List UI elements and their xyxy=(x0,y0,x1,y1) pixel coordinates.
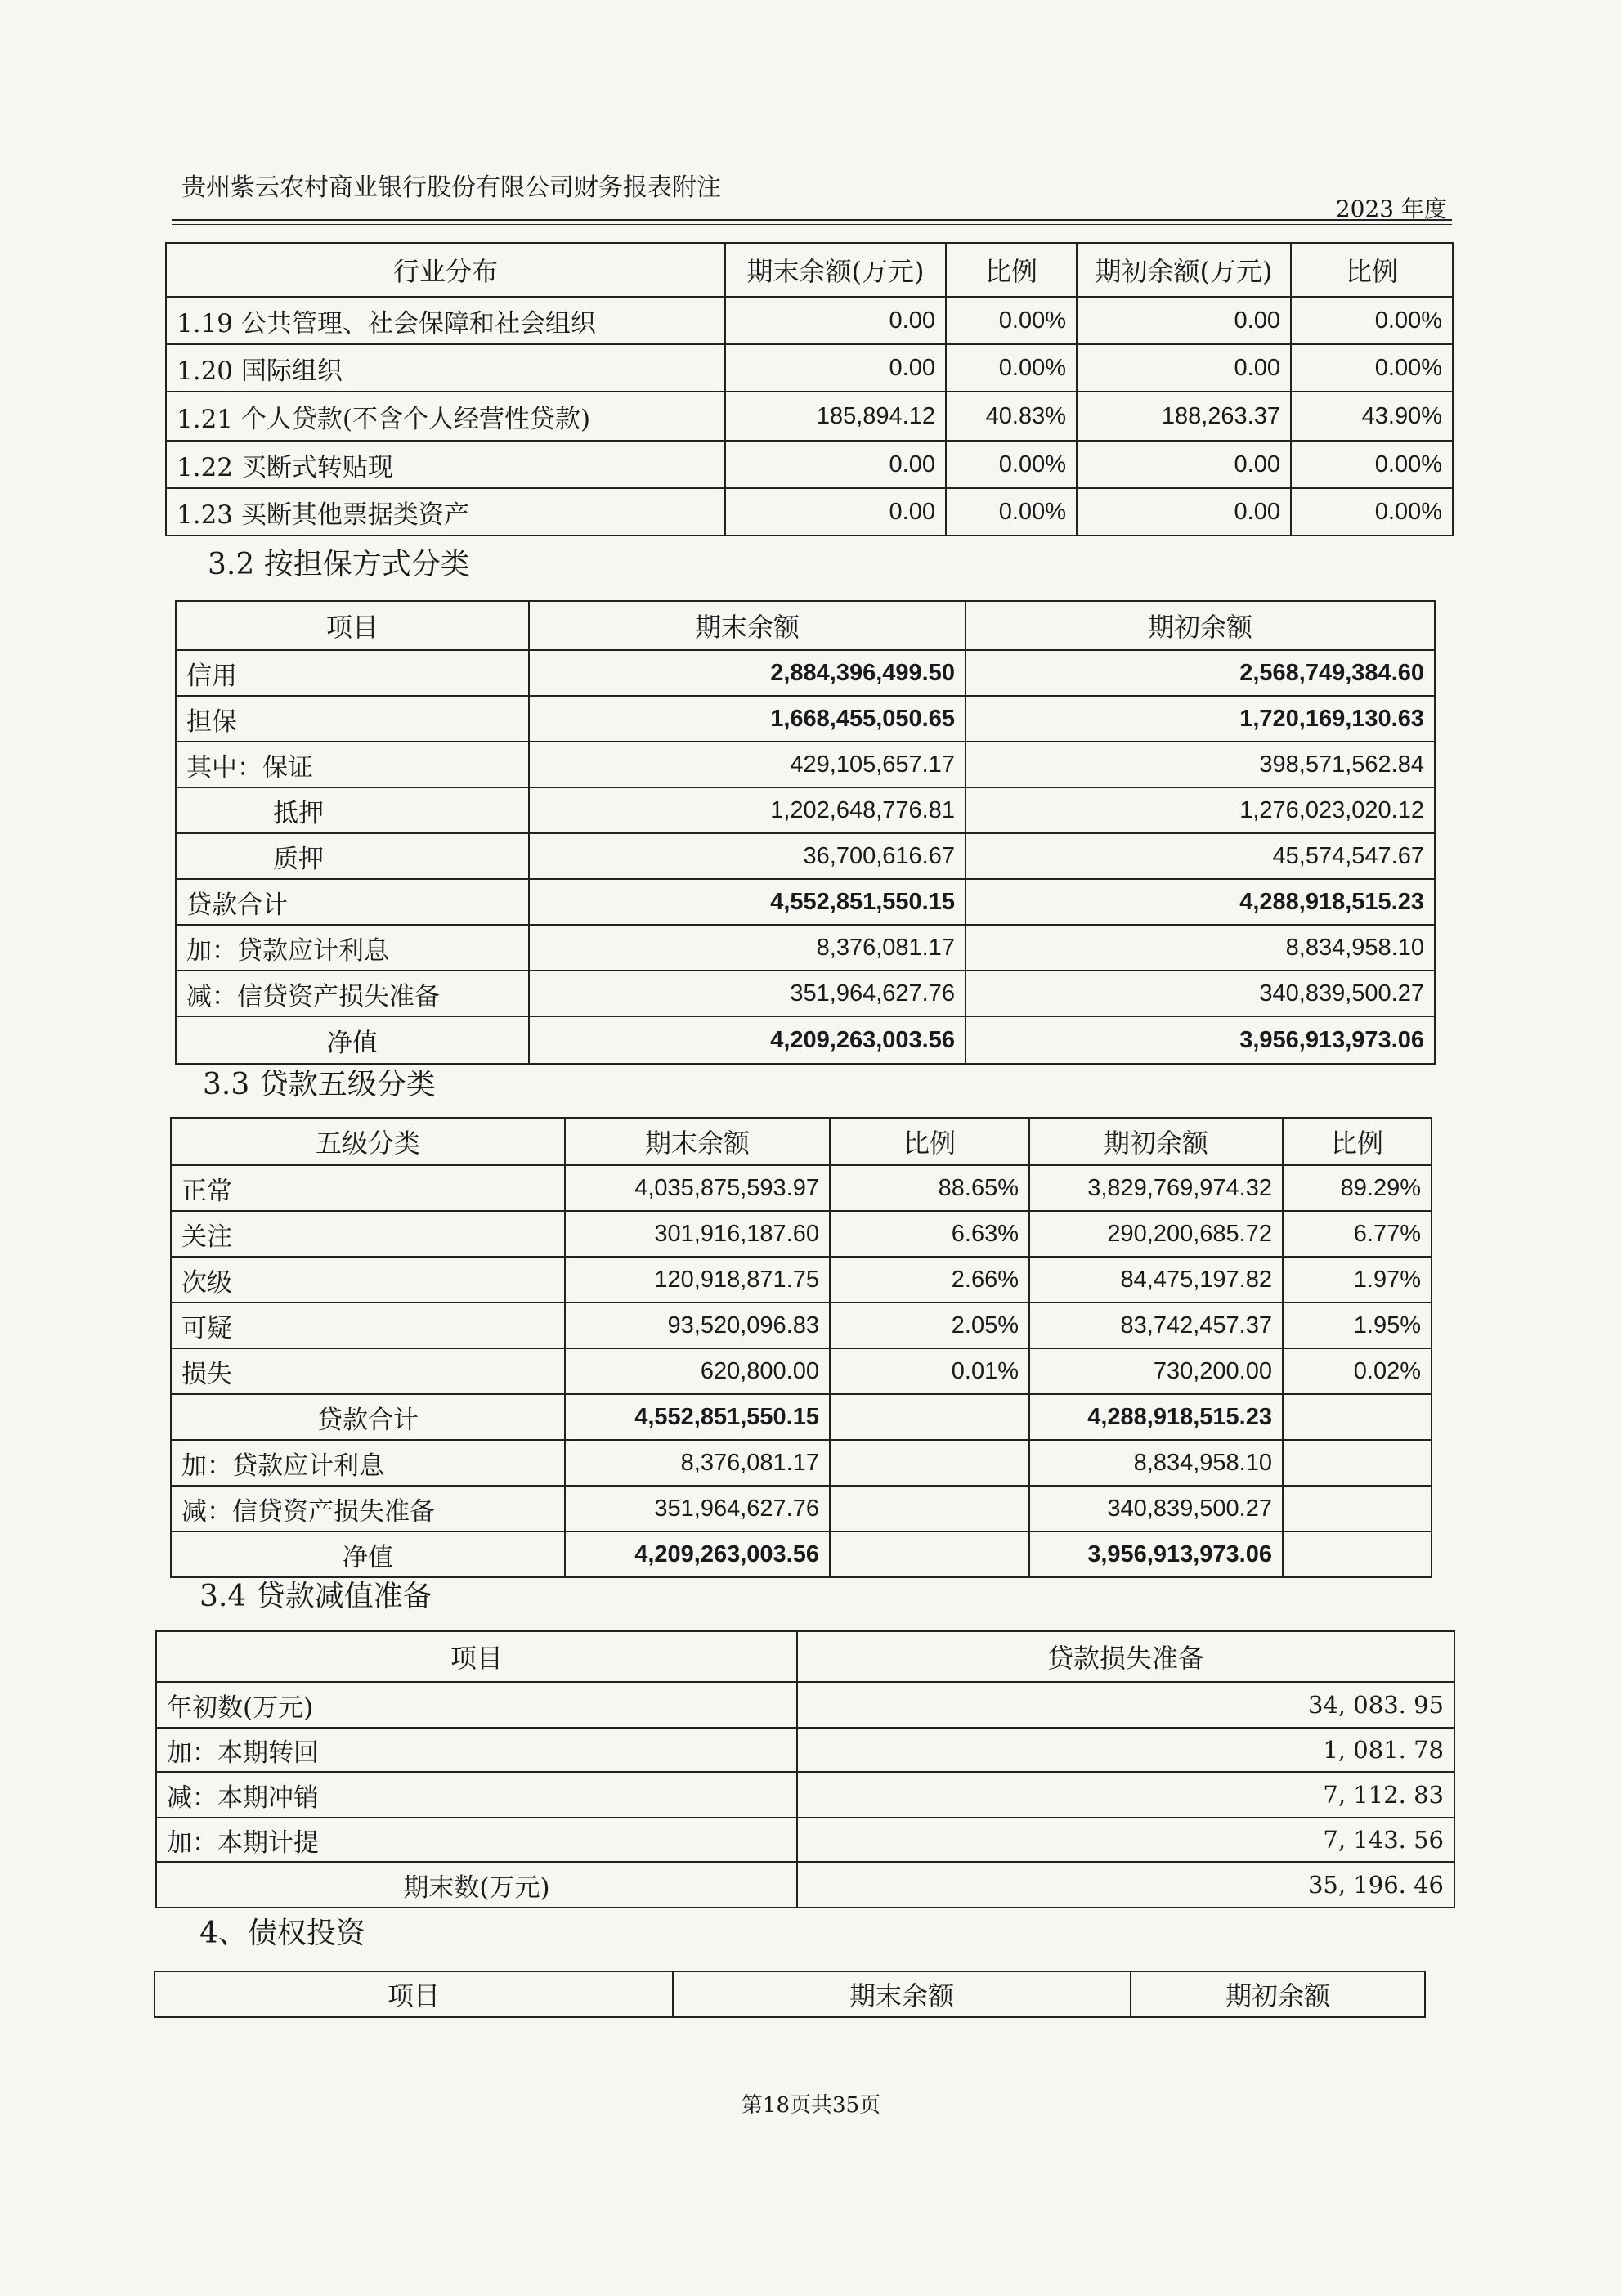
cell-value: 730,200.00 xyxy=(1029,1348,1283,1394)
cell-value xyxy=(830,1440,1029,1486)
row-label: 加：贷款应计利息 xyxy=(171,1440,565,1486)
cell-value: 0.00 xyxy=(725,441,946,488)
cell-value: 340,839,500.27 xyxy=(1029,1486,1283,1531)
row-label: 正常 xyxy=(171,1165,565,1211)
row-label: 可疑 xyxy=(171,1303,565,1348)
cell-value: 83,742,457.37 xyxy=(1029,1303,1283,1348)
row-label: 净值 xyxy=(176,1016,529,1064)
cell-value: 0.00% xyxy=(1291,441,1453,488)
row-label: 年初数(万元) xyxy=(156,1682,797,1728)
table-header-row xyxy=(166,243,1453,297)
cell-value: 7, 143. 56 xyxy=(797,1818,1454,1862)
cell-value: 8,834,958.10 xyxy=(966,925,1435,971)
cell-value: 185,894.12 xyxy=(725,392,946,441)
cell-value xyxy=(1283,1531,1432,1577)
col-header-end-balance: 期末余额 xyxy=(565,1118,830,1165)
col-header-loss-provision: 贷款损失准备 xyxy=(797,1631,1454,1682)
section-title-3-3: 3.3 贷款五级分类 xyxy=(203,1068,436,1101)
cell-value: 35, 196. 46 xyxy=(797,1862,1454,1908)
cell-value xyxy=(1283,1394,1432,1440)
cell-value: 0.00 xyxy=(1077,441,1291,488)
table-row xyxy=(166,297,1453,344)
cell-value: 1.95% xyxy=(1283,1303,1432,1348)
row-label: 减：本期冲销 xyxy=(156,1772,797,1818)
row-label: 次级 xyxy=(171,1257,565,1303)
cell-value: 0.00 xyxy=(725,297,946,344)
cell-value: 4,209,263,003.56 xyxy=(565,1531,830,1577)
row-label: 加：贷款应计利息 xyxy=(176,925,529,971)
cell-value: 4,552,851,550.15 xyxy=(529,879,966,925)
table-row xyxy=(176,742,1435,787)
cell-value: 0.00 xyxy=(1077,488,1291,536)
cell-value: 45,574,547.67 xyxy=(966,833,1435,879)
row-label: 其中：保证 xyxy=(176,742,529,787)
cell-value xyxy=(830,1394,1029,1440)
col-header-begin-balance: 期初余额(万元) xyxy=(1077,243,1291,297)
table-row xyxy=(176,879,1435,925)
col-header-begin-balance: 期初余额 xyxy=(966,601,1435,650)
cell-value: 290,200,685.72 xyxy=(1029,1211,1283,1257)
header-rule-thin xyxy=(172,224,1452,225)
cell-value: 0.00% xyxy=(946,344,1077,392)
row-label: 减：信贷资产损失准备 xyxy=(176,971,529,1016)
row-label: 净值 xyxy=(171,1531,565,1577)
cell-value: 1,720,169,130.63 xyxy=(966,696,1435,742)
col-header-end-balance: 期末余额 xyxy=(529,601,966,650)
col-header-ratio-2: 比例 xyxy=(1283,1118,1432,1165)
table-header-row xyxy=(171,1118,1432,1165)
row-label: 1.21 个人贷款(不含个人经营性贷款) xyxy=(166,392,725,441)
cell-value xyxy=(830,1486,1029,1531)
cell-value: 6.77% xyxy=(1283,1211,1432,1257)
table-row xyxy=(171,1303,1432,1348)
cell-value: 4,288,918,515.23 xyxy=(966,879,1435,925)
cell-value: 34, 083. 95 xyxy=(797,1682,1454,1728)
row-label: 期末数(万元) xyxy=(156,1862,797,1908)
table-row xyxy=(166,488,1453,536)
table-row xyxy=(171,1257,1432,1303)
cell-value: 1,276,023,020.12 xyxy=(966,787,1435,833)
table-header-row xyxy=(176,601,1435,650)
table-row xyxy=(166,441,1453,488)
row-label: 贷款合计 xyxy=(171,1394,565,1440)
col-header-item: 项目 xyxy=(176,601,529,650)
table-row xyxy=(156,1862,1454,1908)
cell-value: 1,668,455,050.65 xyxy=(529,696,966,742)
row-label: 加：本期计提 xyxy=(156,1818,797,1862)
table-row xyxy=(176,833,1435,879)
row-label: 质押 xyxy=(176,833,529,879)
cell-value: 93,520,096.83 xyxy=(565,1303,830,1348)
section-title-3-4: 3.4 贷款减值准备 xyxy=(199,1580,432,1613)
header-company-title: 贵州紫云农村商业银行股份有限公司财务报表附注 xyxy=(181,173,721,202)
row-label: 信用 xyxy=(176,650,529,696)
row-label: 抵押 xyxy=(176,787,529,833)
cell-value: 2.66% xyxy=(830,1257,1029,1303)
table-row xyxy=(171,1531,1432,1577)
cell-value: 351,964,627.76 xyxy=(529,971,966,1016)
table-row xyxy=(176,787,1435,833)
row-label: 贷款合计 xyxy=(176,879,529,925)
table-row xyxy=(176,696,1435,742)
table-row xyxy=(171,1348,1432,1394)
cell-value: 8,376,081.17 xyxy=(565,1440,830,1486)
cell-value: 0.00% xyxy=(1291,488,1453,536)
row-label: 担保 xyxy=(176,696,529,742)
cell-value: 351,964,627.76 xyxy=(565,1486,830,1531)
col-header-begin-balance: 期初余额 xyxy=(1029,1118,1283,1165)
row-label: 损失 xyxy=(171,1348,565,1394)
cell-value: 1, 081. 78 xyxy=(797,1728,1454,1772)
table-row xyxy=(171,1211,1432,1257)
cell-value: 429,105,657.17 xyxy=(529,742,966,787)
cell-value xyxy=(1283,1486,1432,1531)
row-label: 1.20 国际组织 xyxy=(166,344,725,392)
cell-value: 40.83% xyxy=(946,392,1077,441)
cell-value: 1,202,648,776.81 xyxy=(529,787,966,833)
cell-value: 88.65% xyxy=(830,1165,1029,1211)
industry-distribution-table xyxy=(165,242,1454,536)
cell-value: 2.05% xyxy=(830,1303,1029,1348)
cell-value: 7, 112. 83 xyxy=(797,1772,1454,1818)
col-header-end-balance: 期末余额(万元) xyxy=(725,243,946,297)
table-row xyxy=(171,1165,1432,1211)
cell-value xyxy=(1283,1440,1432,1486)
cell-value: 8,834,958.10 xyxy=(1029,1440,1283,1486)
cell-value: 0.00% xyxy=(946,488,1077,536)
cell-value: 0.00% xyxy=(946,297,1077,344)
cell-value: 4,035,875,593.97 xyxy=(565,1165,830,1211)
cell-value: 0.00 xyxy=(1077,297,1291,344)
table-header-row xyxy=(155,1971,1425,2017)
row-label: 1.19 公共管理、社会保障和社会组织 xyxy=(166,297,725,344)
cell-value: 3,956,913,973.06 xyxy=(966,1016,1435,1064)
table-row xyxy=(166,344,1453,392)
table-row xyxy=(171,1394,1432,1440)
guarantee-method-table xyxy=(175,600,1436,1065)
col-header-item: 项目 xyxy=(155,1971,673,2017)
cell-value: 84,475,197.82 xyxy=(1029,1257,1283,1303)
cell-value: 4,288,918,515.23 xyxy=(1029,1394,1283,1440)
cell-value: 3,829,769,974.32 xyxy=(1029,1165,1283,1211)
col-header-ratio-2: 比例 xyxy=(1291,243,1453,297)
cell-value: 340,839,500.27 xyxy=(966,971,1435,1016)
cell-value xyxy=(830,1531,1029,1577)
cell-value: 2,884,396,499.50 xyxy=(529,650,966,696)
table-row xyxy=(176,650,1435,696)
table-row xyxy=(156,1682,1454,1728)
col-header-item: 项目 xyxy=(156,1631,797,1682)
row-label: 加：本期转回 xyxy=(156,1728,797,1772)
row-label: 关注 xyxy=(171,1211,565,1257)
debt-investment-table xyxy=(154,1971,1426,2018)
cell-value: 3,956,913,973.06 xyxy=(1029,1531,1283,1577)
table-row xyxy=(156,1728,1454,1772)
cell-value: 0.00 xyxy=(725,488,946,536)
cell-value: 89.29% xyxy=(1283,1165,1432,1211)
cell-value: 620,800.00 xyxy=(565,1348,830,1394)
cell-value: 8,376,081.17 xyxy=(529,925,966,971)
header-year: 2023 年度 xyxy=(1335,195,1447,222)
table-row xyxy=(156,1818,1454,1862)
col-header-level: 五级分类 xyxy=(171,1118,565,1165)
row-label: 减：信贷资产损失准备 xyxy=(171,1486,565,1531)
table-row xyxy=(156,1772,1454,1818)
cell-value: 6.63% xyxy=(830,1211,1029,1257)
col-header-begin-balance: 期初余额 xyxy=(1131,1971,1425,2017)
cell-value: 0.00% xyxy=(1291,344,1453,392)
cell-value: 0.00 xyxy=(1077,344,1291,392)
section-title-4: 4、债权投资 xyxy=(199,1917,365,1950)
row-label: 1.22 买断式转贴现 xyxy=(166,441,725,488)
header-rule xyxy=(172,219,1452,221)
cell-value: 0.00% xyxy=(946,441,1077,488)
page-number: 第18页共35页 xyxy=(741,2093,881,2118)
impairment-provision-table xyxy=(155,1630,1455,1908)
cell-value: 188,263.37 xyxy=(1077,392,1291,441)
cell-value: 43.90% xyxy=(1291,392,1453,441)
col-header-end-balance: 期末余额 xyxy=(673,1971,1131,2017)
table-row xyxy=(171,1440,1432,1486)
cell-value: 1.97% xyxy=(1283,1257,1432,1303)
table-header-row xyxy=(156,1631,1454,1682)
five-level-classification-table xyxy=(170,1117,1432,1578)
cell-value: 0.00 xyxy=(725,344,946,392)
cell-value: 0.02% xyxy=(1283,1348,1432,1394)
cell-value: 0.01% xyxy=(830,1348,1029,1394)
cell-value: 4,552,851,550.15 xyxy=(565,1394,830,1440)
col-header-ratio: 比例 xyxy=(946,243,1077,297)
cell-value: 36,700,616.67 xyxy=(529,833,966,879)
section-title-3-2: 3.2 按担保方式分类 xyxy=(208,548,470,581)
cell-value: 301,916,187.60 xyxy=(565,1211,830,1257)
table-row xyxy=(166,392,1453,441)
col-header-ratio: 比例 xyxy=(830,1118,1029,1165)
row-label: 1.23 买断其他票据类资产 xyxy=(166,488,725,536)
cell-value: 398,571,562.84 xyxy=(966,742,1435,787)
cell-value: 2,568,749,384.60 xyxy=(966,650,1435,696)
cell-value: 0.00% xyxy=(1291,297,1453,344)
table-row xyxy=(176,971,1435,1016)
col-header-industry: 行业分布 xyxy=(166,243,725,297)
table-row xyxy=(176,1016,1435,1064)
cell-value: 4,209,263,003.56 xyxy=(529,1016,966,1064)
table-row xyxy=(176,925,1435,971)
table-row xyxy=(171,1486,1432,1531)
cell-value: 120,918,871.75 xyxy=(565,1257,830,1303)
